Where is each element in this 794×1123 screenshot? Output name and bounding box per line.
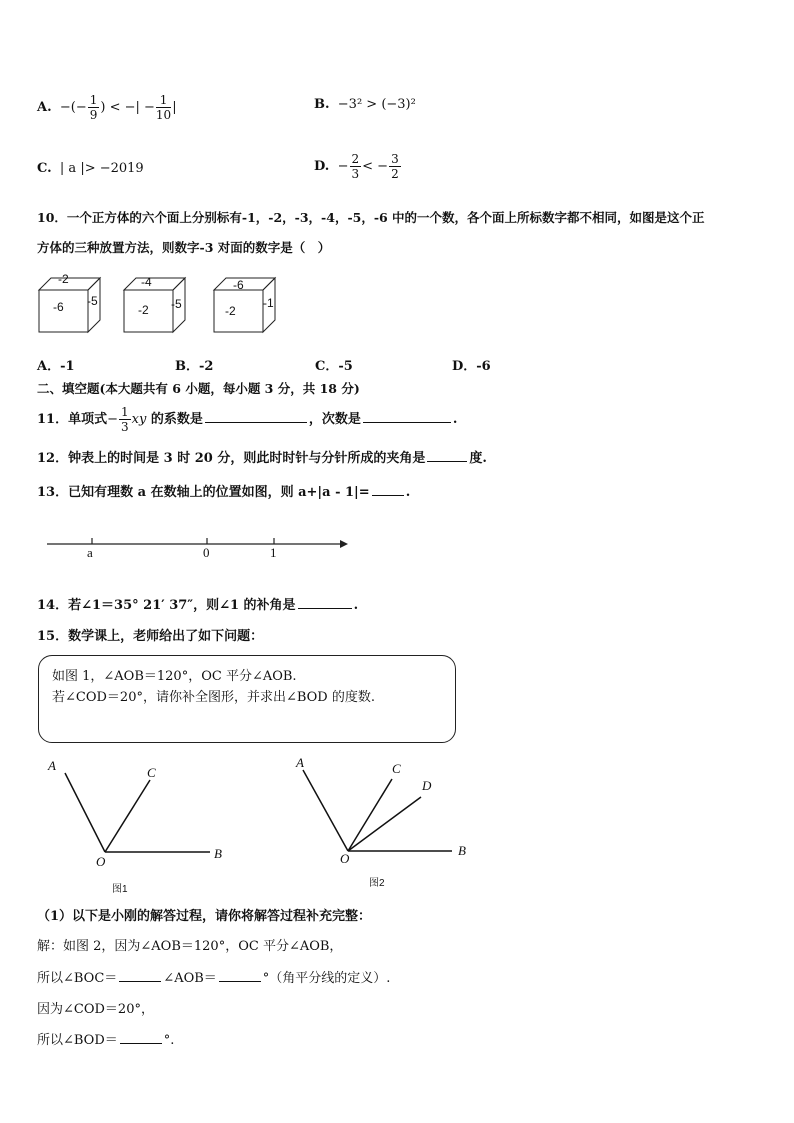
- option-a-end: |: [172, 100, 177, 115]
- option-label: A.: [37, 100, 52, 115]
- axis-label-0: 0: [203, 545, 210, 560]
- answer-blank[interactable]: [120, 1042, 162, 1044]
- fig1-point-a: A: [48, 758, 56, 773]
- q10-line2: 方体的三种放置方法，则数字-3 对面的数字是（ ）: [37, 240, 331, 255]
- q12-end: 度.: [469, 451, 487, 466]
- q9-option-a: [37, 93, 177, 122]
- sol4-a: 所以∠BOD＝: [37, 1033, 118, 1048]
- q9-option-b: [314, 97, 416, 112]
- fig1-caption: 图1: [112, 884, 128, 895]
- fraction: [119, 405, 131, 434]
- frac-num: 3: [391, 152, 399, 166]
- fraction: [156, 93, 171, 122]
- frac-den: 10: [155, 108, 172, 122]
- axis-label-1: 1: [270, 545, 277, 560]
- fig2-caption: 图2: [369, 878, 385, 889]
- q10-option-a: A．-1: [37, 359, 75, 374]
- option-c-text: | a |> −2019: [59, 161, 144, 176]
- sol2-a: 所以∠BOC＝: [37, 971, 118, 986]
- fig1-point-c: C: [147, 765, 156, 780]
- q11-end: .: [452, 412, 458, 427]
- solution-line-4: [37, 1029, 174, 1048]
- frac-den: 2: [391, 167, 399, 181]
- figure-1: [40, 760, 240, 870]
- q10-line1: 10．一个正方体的六个面上分别标有-1，-2，-3，-4，-5，-6 中的一个数，各个面上所标数字都不相同，如图是这个正: [37, 210, 705, 225]
- box-line-1: 如图 1，∠AOB＝120°，OC 平分∠AOB.: [52, 669, 297, 684]
- fig2-point-c: C: [392, 761, 401, 776]
- q13: [37, 481, 410, 500]
- answer-blank[interactable]: [119, 980, 161, 982]
- q12-text: 12．钟表上的时间是 3 时 20 分，则此时时针与分针所成的夹角是: [37, 451, 426, 466]
- frac-den: 9: [89, 108, 98, 122]
- option-a-pre: −(−: [59, 100, 87, 115]
- cube-3-side: -1: [263, 296, 274, 310]
- solution-line-1: 解：如图 2，因为∠AOB＝120°，OC 平分∠AOB，: [37, 939, 343, 954]
- q11-var: xy: [131, 412, 147, 427]
- q14-text: 14．若∠1＝35° 21′ 37″，则∠1 的补角是: [37, 598, 296, 613]
- q15-intro: 15．数学课上，老师给出了如下问题：: [37, 629, 264, 644]
- q14-end: .: [353, 598, 359, 613]
- frac-den: 3: [121, 420, 129, 434]
- q10-option-b: B．-2: [175, 359, 214, 374]
- frac-num: 1: [156, 93, 171, 108]
- option-d-pre: −: [337, 159, 349, 174]
- fig2-point-a: A: [296, 755, 304, 770]
- q9-option-d: [314, 152, 402, 181]
- q9-option-c: [37, 161, 144, 176]
- sol2-c: °（角平分线的定义）.: [262, 971, 391, 986]
- q11-mid: 的系数是: [146, 412, 203, 427]
- option-label: B.: [314, 97, 330, 112]
- q11-prefix: 11．单项式: [37, 412, 108, 427]
- box-line-2: 若∠COD＝20°，请你补全图形，并求出∠BOD 的度数.: [52, 690, 375, 705]
- q11: [37, 405, 457, 434]
- q10-option-c: C．-5: [315, 359, 353, 374]
- q15-part1: （1）以下是小刚的解答过程，请你将解答过程补充完整：: [37, 909, 372, 924]
- fig2-point-d: D: [422, 778, 432, 793]
- cube-figures: [30, 268, 290, 340]
- frac-num: 1: [121, 405, 129, 419]
- option-d-mid: < −: [362, 159, 389, 174]
- q11-mid2: ，次数是: [308, 412, 361, 427]
- cube-3-top: -6: [233, 278, 244, 292]
- solution-line-2: [37, 967, 390, 986]
- frac-den: 3: [351, 167, 360, 181]
- frac-num: 1: [89, 93, 98, 107]
- fraction: [88, 93, 100, 122]
- option-label: C.: [37, 161, 52, 176]
- fig2-point-o: O: [340, 851, 350, 866]
- cube-1-front: -6: [53, 300, 64, 314]
- q14: [37, 594, 358, 613]
- sol2-b: ∠AOB＝: [163, 971, 217, 986]
- answer-blank[interactable]: [219, 980, 261, 982]
- answer-blank[interactable]: [427, 460, 467, 462]
- answer-blank[interactable]: [372, 494, 404, 496]
- q13-end: .: [405, 485, 411, 500]
- q12: [37, 447, 487, 466]
- option-a-mid: ) < −| −: [100, 100, 155, 115]
- fraction: [350, 152, 362, 181]
- answer-blank[interactable]: [363, 421, 451, 423]
- figure-2: [290, 755, 480, 865]
- axis-label-a: a: [87, 545, 93, 560]
- fig1-point-o: O: [96, 854, 106, 869]
- cube-2-front: -2: [138, 303, 149, 317]
- fraction: [389, 152, 401, 181]
- q11-minus: −: [107, 412, 118, 427]
- cube-1-side: -5: [87, 294, 98, 308]
- answer-blank[interactable]: [205, 421, 307, 423]
- fig2-point-b: B: [458, 843, 466, 858]
- cube-3-front: -2: [225, 304, 236, 318]
- frac-num: 2: [351, 152, 360, 166]
- answer-blank[interactable]: [298, 607, 352, 609]
- section-heading: 二、填空题(本大题共有 6 小题，每小题 3 分，共 18 分): [37, 381, 360, 396]
- sol4-b: °.: [163, 1033, 175, 1048]
- cube-1-top: -2: [58, 272, 69, 286]
- cube-2-side: -5: [171, 297, 182, 311]
- option-label: D.: [314, 159, 330, 174]
- q13-text: 13．已知有理数 a 在数轴上的位置如图，则 a+|a - 1|=: [37, 485, 370, 500]
- solution-line-3: 因为∠COD＝20°，: [37, 1002, 154, 1017]
- cube-2-top: -4: [141, 275, 152, 289]
- option-b-text: −3² > (−3)²: [337, 97, 416, 112]
- fig1-point-b: B: [214, 846, 222, 861]
- q10-option-d: D．-6: [452, 359, 491, 374]
